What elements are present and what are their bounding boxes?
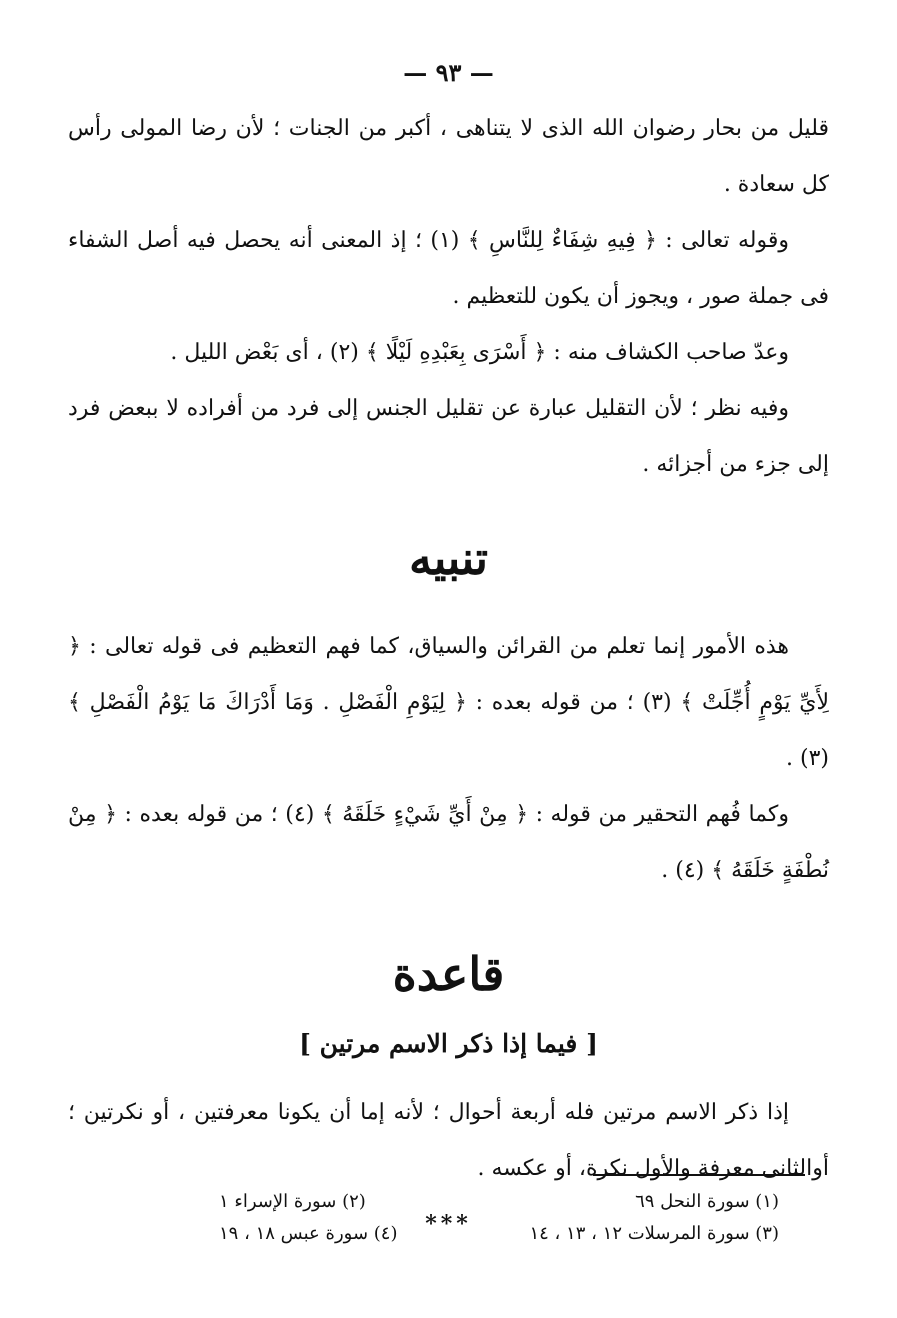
footnotes: [219, 1186, 779, 1250]
section-subtitle: [ فيما إذا ذكر الاسم مرتين ]: [299, 1029, 598, 1058]
footnote-2: (٢) سورة الإسراء ١: [219, 1191, 366, 1212]
page-number: — ٩٣ —: [403, 58, 494, 87]
paragraph-intro: قليل من بحار رضوان الله الذى لا يتناهى ، أكبر من الجنات ؛ لأن رضا المولى رأس كل سعادة .: [68, 116, 829, 197]
footnote-3: (٣) سورة المرسلات ١٢ ، ١٣ ، ١٤: [529, 1223, 779, 1244]
footnote-1: (١) سورة النحل ٦٩: [635, 1191, 779, 1212]
footnote-row: [219, 1186, 779, 1218]
paragraph-shifa: وقوله تعالى : ﴿ فِيهِ شِفَاءٌ لِلنَّاسِ ﴾ (١) ؛ إذ المعنى أنه يحصل فيه أصل الشفاء فى جملة صور ، ويجوز أن يكون للتعظيم .: [68, 228, 829, 309]
section-separator: ***: [425, 1211, 472, 1237]
paragraph-nazar: وفيه نظر ؛ لأن التقليل عبارة عن تقليل الجنس إلى فرد من أفراده لا ببعض فرد إلى جزء من أجزائه .: [68, 396, 829, 477]
paragraph-qaida: إذا ذكر الاسم مرتين فله أربعة أحوال ؛ لأنه إما أن يكونا معرفتين ، أو نكرتين ؛ أوالثانى معرفة والأول نكرة، أو عكسه .: [68, 1100, 829, 1181]
heading-tanbih: تنبيه: [408, 531, 489, 585]
paragraph-tanbih-1: هذه الأمور إنما تعلم من القرائن والسياق، كما فهم التعظيم فى قوله تعالى : ﴿ لِأَيِّ يَوْمٍ أُجِّلَتْ ﴾ (٣) ؛ من قوله بعده : ﴿ لِيَوْمِ الْفَصْلِ . وَمَا أَدْرَاكَ مَا يَوْمُ الْفَصْلِ ﴾ (٣) .: [68, 634, 829, 771]
paragraph-kashshaf: وعدّ صاحب الكشاف منه : ﴿ أَسْرَى بِعَبْدِهِ لَيْلًا ﴾ (٢) ، أى بَعْض الليل .: [170, 340, 789, 365]
footnote-row: [219, 1218, 779, 1250]
paragraph-tanbih-2: وكما فُهم التحقير من قوله : ﴿ مِنْ أَيِّ شَيْءٍ خَلَقَهُ ﴾ (٤) ؛ من قوله بعده : ﴿ مِنْ نُطْفَةٍ خَلَقَهُ ﴾ (٤) .: [68, 802, 829, 883]
heading-qaida: قاعدة: [392, 947, 505, 1001]
footnote-divider: [593, 1174, 805, 1176]
footnote-4: (٤) سورة عبس ١٨ ، ١٩: [219, 1223, 398, 1244]
